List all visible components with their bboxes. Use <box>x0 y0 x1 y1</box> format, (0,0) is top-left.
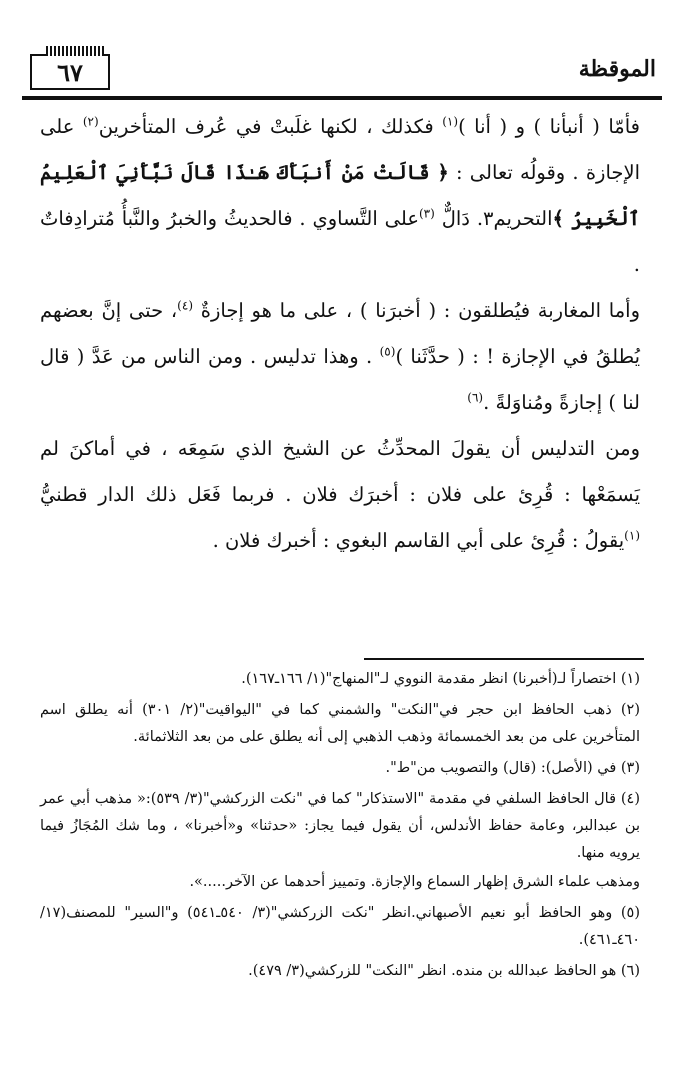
footnote-ref: (٥) <box>379 344 396 359</box>
text-segment: على الإجازة . وقولُه تعالى : <box>40 115 640 184</box>
footnote-ref: (١) <box>624 528 640 543</box>
footnote-ref: (٢) <box>82 114 99 129</box>
text-segment: فكذلك ، لكنها غلَبتْ في عُرف المتأخرين <box>98 115 443 138</box>
footnote-6: (٦) هو الحافظ عبدالله بن منده. انظر "النكت" للزركشي(٣/ ٤٧٩). <box>248 963 640 979</box>
page-number-box <box>30 54 110 90</box>
book-title: الموقظة <box>578 56 656 82</box>
text-segment: يقولُ : قُرِئ على أبي القاسم البغوي : أخبرك فلان . <box>212 529 625 552</box>
page-number: ٦٧ <box>57 57 83 87</box>
text-segment: ومن التدليس أن يقولَ المحدِّثُ عن الشيخ الذي سَمِعَه ، في أماكنَ لم يَسمَعْها : قُرِئ على فلان : أخبرَك فلان . فربما فَعَل ذلك الدار قطنيُّ <box>40 437 640 506</box>
text-segment: فأمّا ( أنبأنا ) و ( أنا ) <box>458 115 640 138</box>
text-segment: . وهذا تدليس . ومن الناس من عَدَّ ( قال لنا ) إجازةً ومُناوَلةً . <box>40 345 640 414</box>
main-text <box>40 104 640 564</box>
footnote-ref: (١) <box>442 114 459 129</box>
text-segment: على التَّساوي . فالحديثُ والخبرُ والنَّبأُ مُترادِفاتٌ . <box>40 207 640 276</box>
text-segment: التحريم٣. دَالٌّ <box>434 207 553 230</box>
text-segment: وأما المغاربة فيُطلقون : ( أخبرَنا ) ، على ما هو إجازةٌ <box>193 299 641 322</box>
footnote-4-continued: ومذهب علماء الشرق إظهار السماع والإجازة. وتمييز أحدهما عن الآخر.....». <box>189 874 640 890</box>
footnote-2: (٢) ذهب الحافظ ابن حجر في"النكت" والشمني كما في "اليواقيت"(٢/ ٣٠١) أنه يطلق اسم المتأخرين على من بعد الخمسمائة وذهب الذهبي إلى أنه يطلق على من بعد الثلاثمائة. <box>40 702 640 745</box>
footnote-separator <box>364 658 644 660</box>
page-header <box>22 38 662 100</box>
footnote-4: (٤) قال الحافظ السلفي في مقدمة "الاستذكار" كما في "نكت الزركشي"(٣/ ٥٣٩):« مذهب أبي عمر بن عبدالبر، وعامة حفاظ الأندلس، أن يقول فيما يجاز: «حدثنا» و«أخبرنا» ، وما شك المُجَازُ فيما يرويه منها. <box>40 791 640 861</box>
footnote-5: (٥) وهو الحافظ أبو نعيم الأصبهاني.انظر "نكت الزركشي"(٣/ ٥٤٠ـ٥٤١) و"السير" للمصنف(١٧/ ٤٦٠ـ٤٦١). <box>40 905 640 948</box>
paragraph-2 <box>40 288 640 426</box>
quran-verse: ﴿ قَالَتْ مَنْ أَنبَأَكَ هَـٰذَا قَالَ نَبَّأَنِيَ ٱلْعَلِيمُ ٱلْخَبِيرُ ﴾ <box>40 161 640 230</box>
footnote-ref: (٤) <box>177 298 193 313</box>
footnote-ref: (٣) <box>418 206 435 221</box>
text-segment: ، حتى إنَّ بعضهم يُطلقُ في الإجازة ! : ( حدَّثَنا ) <box>40 299 641 368</box>
footnote-1: (١) اختصاراً لـ(أخبرنا) انظر مقدمة النووي لـ"المنهاج"(١/ ١٦٦ـ١٦٧). <box>241 671 640 687</box>
footnote-3: (٣) في (الأصل): (قال) والتصويب من"ط". <box>385 760 640 776</box>
footnote-ref: (٦) <box>467 390 484 405</box>
paragraph-1 <box>40 104 640 288</box>
paragraph-3 <box>40 426 640 564</box>
footnotes <box>40 666 640 989</box>
header-rule <box>22 96 662 100</box>
